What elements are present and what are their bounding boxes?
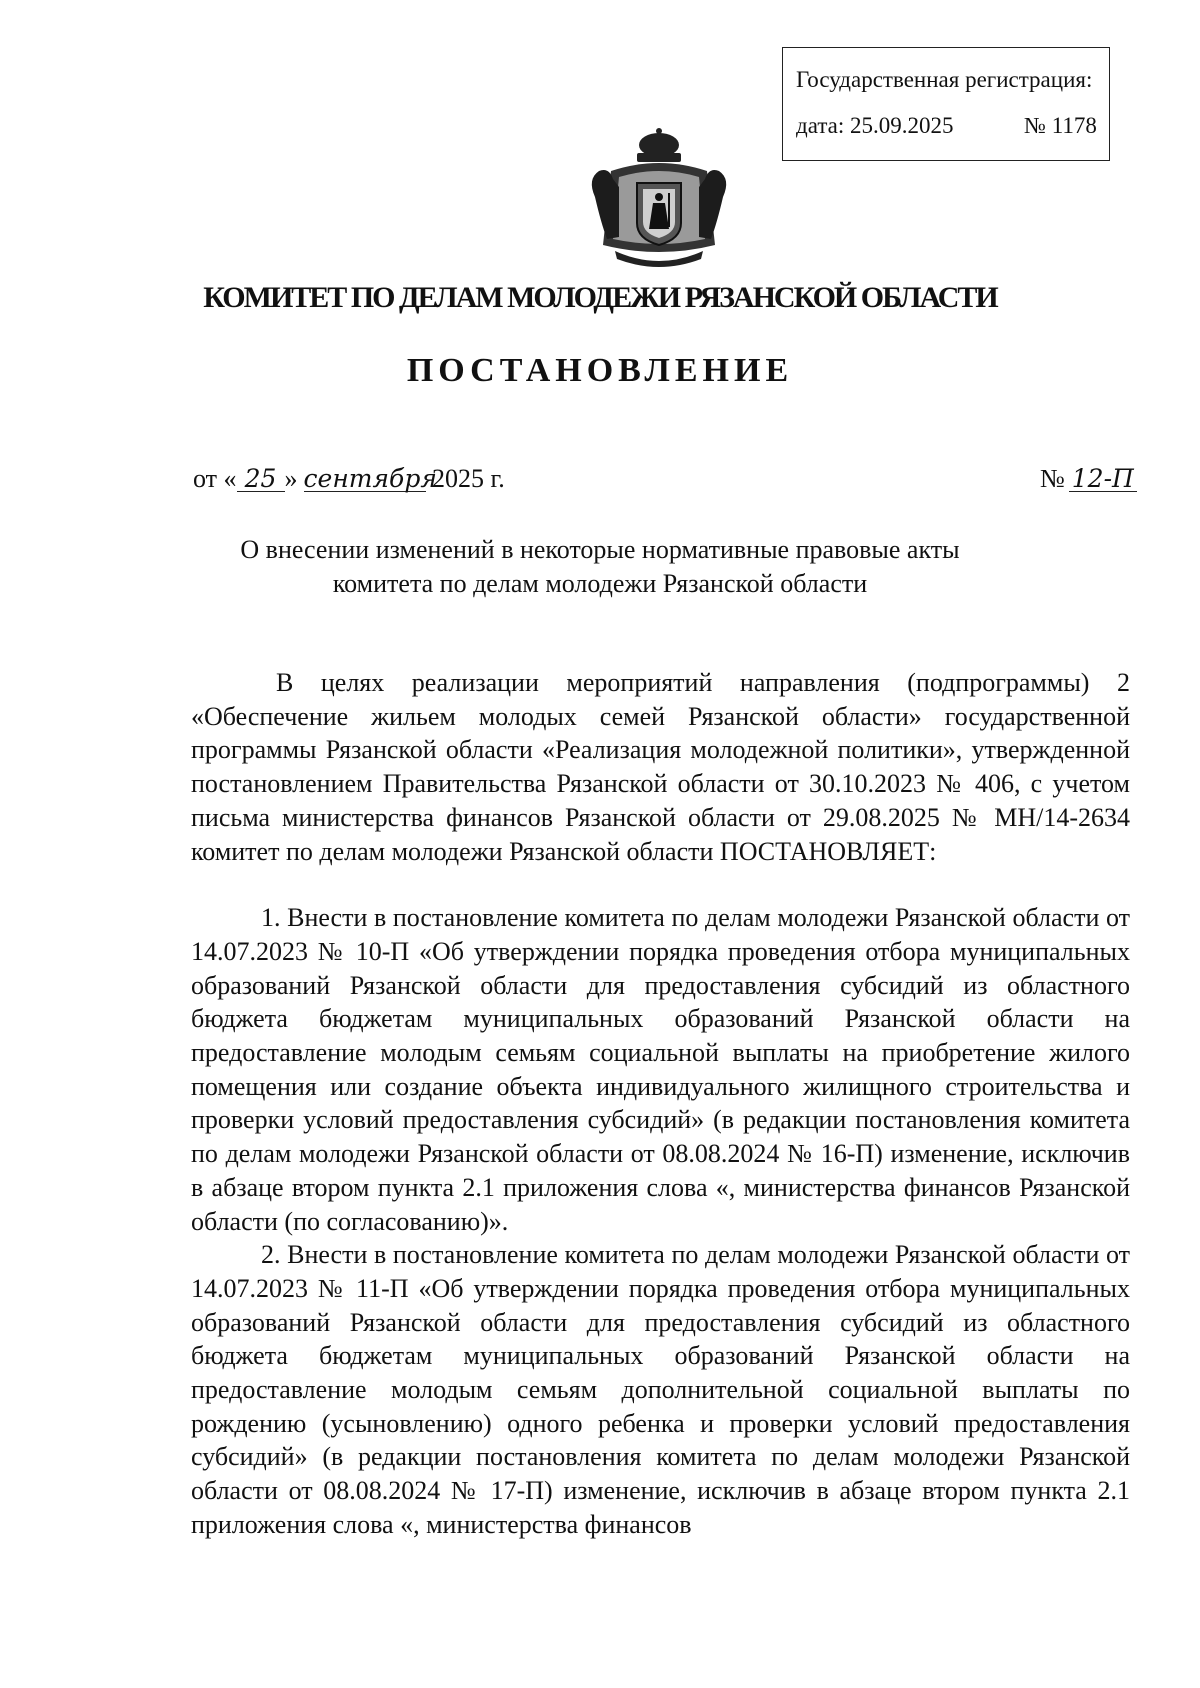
handwritten-day: 25	[237, 467, 285, 492]
organization-title: КОМИТЕТ ПО ДЕЛАМ МОЛОДЕЖИ РЯЗАНСКОЙ ОБЛАСТИ	[203, 281, 997, 314]
item-1-paragraph: 1. Внести в постановление комитета по делам молодежи Рязанской области от 14.07.2023 № 10-П «Об утверждении порядка проведения отбора муниципальных образований Рязанской области для предоставления субсидий из областного бюджета бюджетам муниципальных образований Рязанской области на предоставление молодым семьям социальной выплаты на приобретение жилого помещения или создание объекта индивидуального жилищного строительства и проверки условий предоставления субсидий» (в редакции постановления комитета по делам молодежи Рязанской области от 08.08.2024 № 16-П) изменение, исключив в абзаце втором пункта 2.1 приложения слова «, министерства финансов Рязанской области (по согласованию)».	[191, 903, 1130, 1236]
registration-number: № 1178	[1024, 113, 1097, 138]
number-prefix: №	[1040, 464, 1065, 493]
document-type: ПОСТАНОВЛЕНИЕ	[406, 352, 794, 389]
document-number	[1040, 464, 1137, 494]
subject-line-2: комитета по делам молодежи Рязанской области	[332, 569, 868, 598]
registration-stamp	[782, 47, 1110, 161]
item-2-paragraph: 2. Внести в постановление комитета по делам молодежи Рязанской области от 14.07.2023 № 11-П «Об утверждении порядка проведения отбора муниципальных образований Рязанской области для предоставления субсидий из областного бюджета бюджетам муниципальных образований Рязанской области на предоставление молодым семьям дополнительной социальной выплаты по рождению (усыновлению) одного ребенка и проверки условий предоставления субсидий» (в редакции постановления комитета по делам молодежи Рязанской области от 08.08.2024 № 17-П) изменение, исключив в абзаце втором пункта 2.1 приложения слова «, министерства финансов	[191, 1240, 1130, 1539]
intro-paragraph: В целях реализации мероприятий направления (подпрограммы) 2 «Обеспечение жильем молодых семей Рязанской области» государственной программы Рязанской области «Реализация молодежной политики», утвержденной постановлением Правительства Рязанской области от 30.10.2023 № 406, с учетом письма министерства финансов Рязанской области от 29.08.2025 № МН/14-2634 комитет по делам молодежи Рязанской области ПОСТАНОВЛЯЕТ:	[191, 668, 1130, 866]
document-date	[193, 464, 505, 494]
paragraph-gap	[191, 868, 1130, 901]
ryazan-coat-of-arms-icon	[585, 127, 733, 271]
handwritten-month: сентября	[303, 464, 437, 493]
document-subject	[0, 533, 1200, 601]
registration-date: дата: 25.09.2025	[796, 113, 954, 138]
registration-title: Государственная регистрация:	[796, 67, 1093, 92]
date-quote-close: »	[284, 464, 298, 493]
date-prefix: от «	[193, 464, 237, 493]
date-year: 2025 г.	[432, 464, 505, 493]
document-body	[191, 666, 1130, 1542]
handwritten-number: 12-П	[1069, 467, 1137, 492]
subject-line-1: О внесении изменений в некоторые нормативные правовые акты	[240, 535, 960, 564]
